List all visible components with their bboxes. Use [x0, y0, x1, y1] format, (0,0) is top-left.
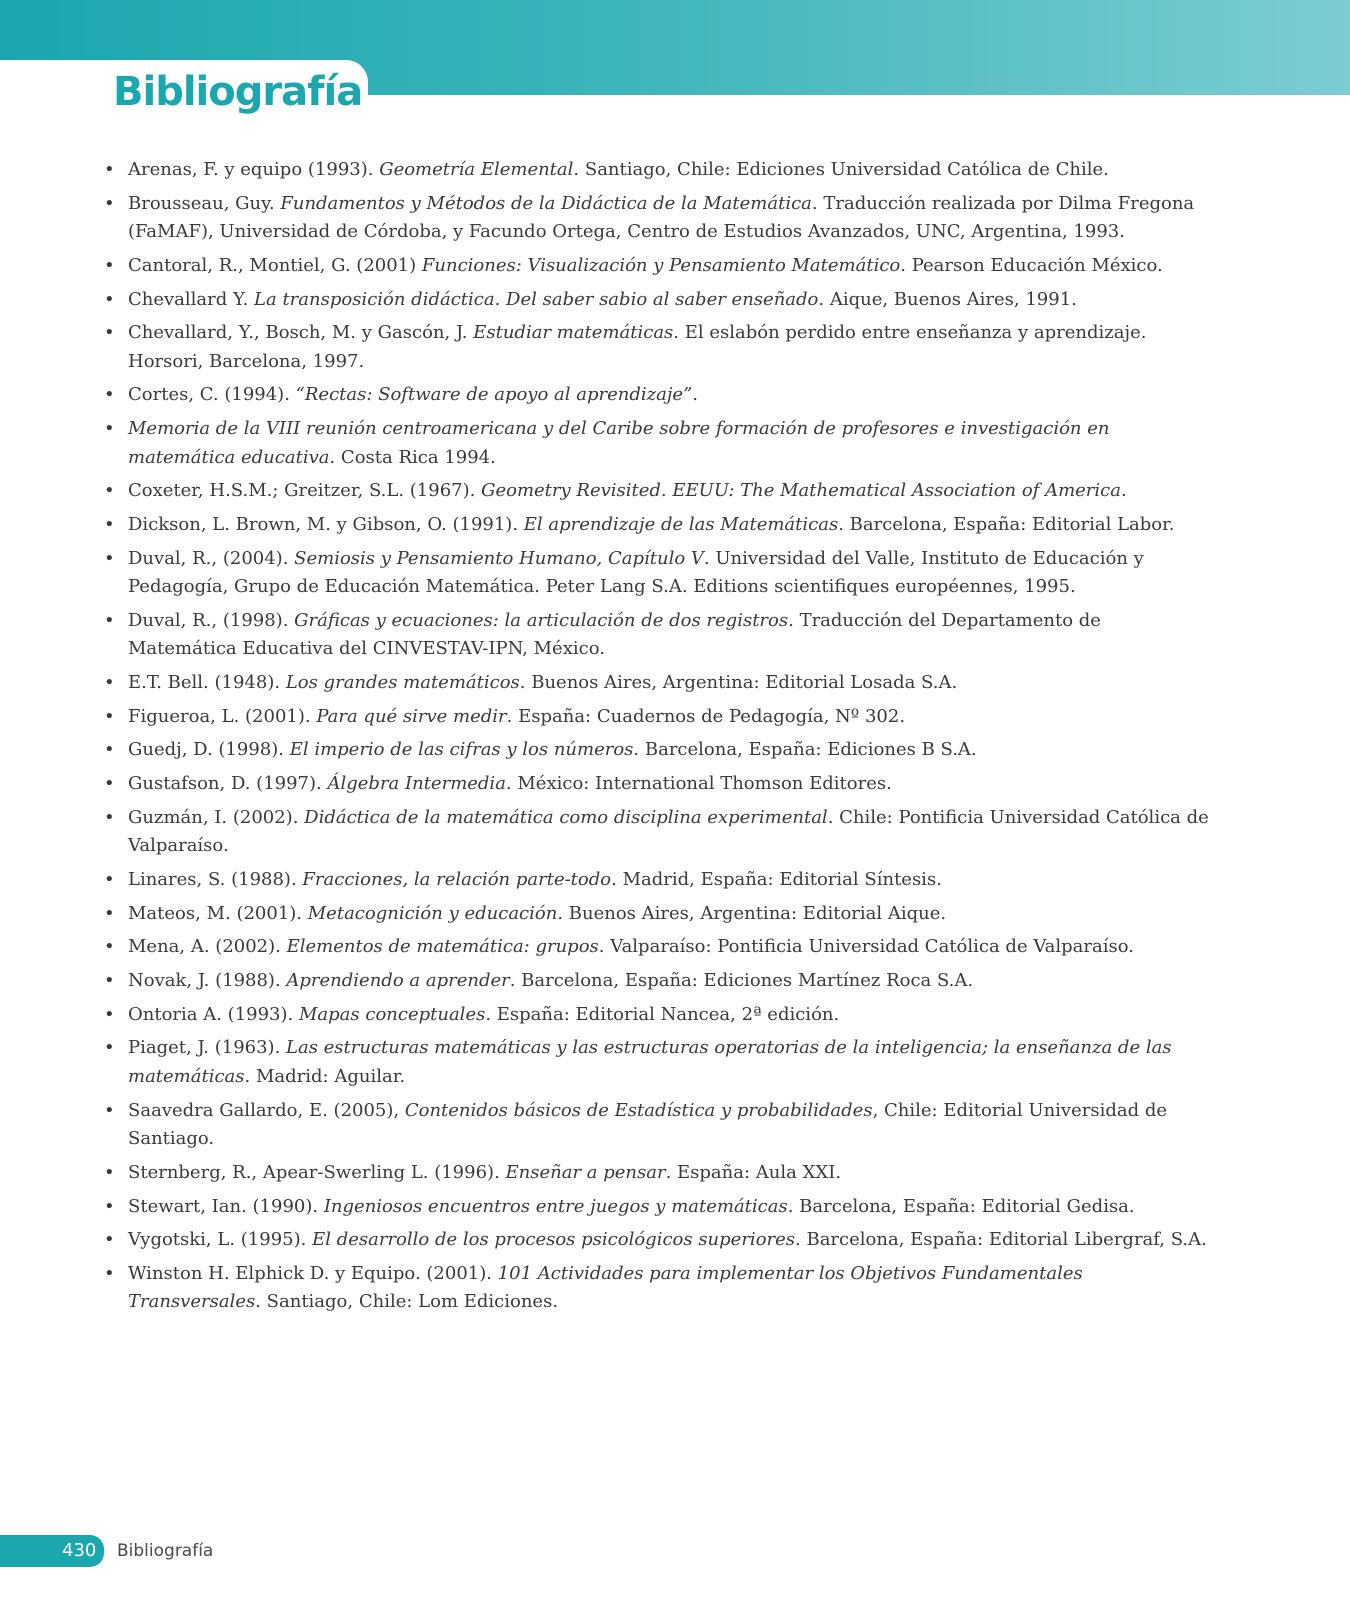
reference-item: [104, 900, 1214, 929]
bullet-icon: •: [104, 1262, 115, 1284]
reference-item: [104, 607, 1214, 664]
reference-details: . Aique, Buenos Aires, 1991.: [818, 288, 1077, 310]
bibliography-list: [104, 156, 1214, 1322]
reference-title: 101 Actividades para implementar los Objetivos Fundamentales Transversales: [128, 1262, 1083, 1313]
reference-item: [104, 1097, 1214, 1154]
reference-details: . Chile: Pontificia Universidad Católica de Valparaíso.: [128, 806, 1209, 857]
bullet-icon: •: [104, 970, 115, 992]
reference-details: . España: Cuadernos de Pedagogía, Nº 302.: [506, 705, 906, 727]
reference-details: . Costa Rica 1994.: [329, 446, 496, 468]
reference-title: El aprendizaje de las Matemáticas: [523, 514, 839, 535]
bullet-icon: •: [104, 936, 115, 958]
reference-author: Cantoral, R., Montiel, G. (2001): [128, 254, 422, 276]
bullet-icon: •: [104, 322, 115, 344]
reference-item: [104, 933, 1214, 962]
reference-author: Mateos, M. (2001).: [128, 902, 308, 924]
reference-title: Memoria de la VIII reunión centroamericana y del Caribe sobre formación de profesores e investigación en matemática educativa: [128, 418, 1110, 468]
bullet-icon: •: [104, 773, 115, 795]
reference-title: Álgebra Intermedia: [327, 773, 506, 795]
reference-author: Coxeter, H.S.M.; Greitzer, S.L. (1967).: [128, 480, 482, 502]
page-number: 430: [62, 1540, 97, 1561]
reference-author: Saavedra Gallardo, E. (2005),: [128, 1099, 405, 1121]
page-title: Bibliografía: [113, 69, 363, 115]
footer-section-label: Bibliografía: [117, 1541, 214, 1561]
reference-author: Guzmán, I. (2002).: [128, 806, 305, 828]
reference-details: . El eslabón perdido entre enseñanza y aprendizaje. Horsori, Barcelona, 1997.: [128, 322, 1147, 372]
reference-title: Ingeniosos encuentros entre juegos y matemáticas: [323, 1195, 788, 1217]
reference-title: Elementos de matemática: grupos: [286, 936, 599, 958]
reference-author: Piaget, J. (1963).: [128, 1037, 287, 1059]
reference-title: Fundamentos y Métodos de la Didáctica de la Matemática: [280, 192, 812, 214]
reference-title: Para qué sirve medir: [316, 705, 507, 727]
reference-title: La transposición didáctica. Del saber sabio al saber enseñado: [254, 288, 819, 310]
reference-author: Brousseau, Guy.: [128, 192, 281, 214]
reference-title: Aprendiendo a aprender: [286, 970, 510, 992]
reference-author: Guedj, D. (1998).: [128, 739, 290, 761]
reference-details: . España: Aula XXI.: [665, 1161, 842, 1183]
reference-author: Sternberg, R., Apear-Swerling L. (1996).: [128, 1161, 506, 1183]
reference-details: . Santiago, Chile: Ediciones Universidad Católica de Chile.: [573, 159, 1109, 180]
reference-title: Didáctica de la matemática como disciplina experimental: [304, 806, 828, 828]
reference-item: [104, 736, 1214, 765]
bullet-icon: •: [104, 192, 115, 214]
reference-details: . Valparaíso: Pontificia Universidad Católica de Valparaíso.: [598, 936, 1134, 958]
reference-details: . Barcelona, España: Ediciones Martínez Roca S.A.: [509, 970, 974, 992]
reference-item: [104, 669, 1214, 698]
reference-title: Metacognición y educación: [307, 902, 558, 924]
bullet-icon: •: [104, 672, 115, 694]
bullet-icon: •: [104, 384, 115, 406]
bullet-icon: •: [104, 514, 115, 535]
reference-author: Figueroa, L. (2001).: [128, 705, 317, 727]
reference-title: Gráficas y ecuaciones: la articulación de dos registros: [294, 609, 789, 631]
reference-item: [104, 1193, 1214, 1222]
reference-item: [104, 1226, 1214, 1255]
reference-details: . México: International Thomson Editores.: [505, 773, 892, 795]
reference-author: Chevallard Y.: [128, 288, 255, 310]
reference-title: Geometría Elemental: [379, 159, 574, 180]
reference-title: Geometry Revisited. EEUU: The Mathematical Association of America: [481, 480, 1121, 502]
bullet-icon: •: [104, 1161, 115, 1183]
reference-item: [104, 1260, 1214, 1317]
reference-title: Los grandes matemáticos: [285, 672, 520, 694]
reference-item: [104, 190, 1214, 247]
reference-details: . Santiago, Chile: Lom Ediciones.: [255, 1291, 559, 1313]
reference-author: Duval, R., (1998).: [128, 609, 295, 631]
reference-author: Duval, R., (2004).: [128, 547, 295, 569]
bullet-icon: •: [104, 254, 115, 276]
reference-title: Mapas conceptuales: [298, 1003, 486, 1025]
reference-author: Mena, A. (2002).: [128, 936, 287, 958]
reference-details: . Barcelona, España: Editorial Labor.: [838, 514, 1175, 535]
bullet-icon: •: [104, 1195, 115, 1217]
reference-item: [104, 545, 1214, 602]
reference-author: Cortes, C. (1994).: [128, 384, 296, 406]
reference-author: Arenas, F. y equipo (1993).: [128, 159, 380, 180]
bullet-icon: •: [104, 806, 115, 828]
reference-details: . España: Editorial Nancea, 2ª edición.: [485, 1003, 840, 1025]
reference-details: , Chile: Editorial Universidad de Santiago.: [128, 1099, 1168, 1150]
reference-title: Semiosis y Pensamiento Humano, Capítulo V: [294, 547, 704, 569]
reference-author: Gustafson, D. (1997).: [128, 773, 328, 795]
reference-item: [104, 1034, 1214, 1091]
bullet-icon: •: [104, 1229, 115, 1251]
reference-item: [104, 252, 1214, 281]
reference-details: . Buenos Aires, Argentina: Editorial Aique.: [557, 902, 947, 924]
reference-details: . Pearson Educación México.: [900, 254, 1163, 276]
reference-item: [104, 477, 1214, 506]
reference-author: Novak, J. (1988).: [128, 970, 287, 992]
reference-details: . Madrid: Aguilar.: [244, 1065, 406, 1087]
bullet-icon: •: [104, 288, 115, 310]
bullet-icon: •: [104, 705, 115, 727]
reference-title: Las estructuras matemáticas y las estructuras operatorias de la inteligencia; la enseñanza de las matemáticas: [128, 1037, 1172, 1087]
bullet-icon: •: [104, 547, 115, 569]
reference-details: .: [1120, 480, 1127, 502]
bullet-icon: •: [104, 902, 115, 924]
reference-title: “Rectas: Software de apoyo al aprendizaje”: [295, 384, 693, 406]
reference-author: Chevallard, Y., Bosch, M. y Gascón, J.: [128, 322, 474, 344]
bullet-icon: •: [104, 480, 115, 502]
reference-title: Fracciones, la relación parte-todo: [302, 869, 612, 890]
reference-title: El imperio de las cifras y los números: [289, 739, 634, 761]
reference-details: . Madrid, España: Editorial Síntesis.: [611, 869, 942, 890]
reference-details: . Buenos Aires, Argentina: Editorial Losada S.A.: [519, 672, 958, 694]
bullet-icon: •: [104, 418, 115, 440]
reference-details: . Barcelona, España: Editorial Gedisa.: [787, 1195, 1135, 1217]
reference-item: [104, 511, 1214, 540]
bullet-icon: •: [104, 1003, 115, 1025]
reference-details: . Traducción del Departamento de Matemática Educativa del CINVESTAV-IPN, México.: [128, 609, 1101, 660]
bullet-icon: •: [104, 609, 115, 631]
reference-item: [104, 1001, 1214, 1030]
reference-title: Enseñar a pensar: [505, 1161, 666, 1183]
reference-details: . Barcelona, España: Editorial Libergraf, S.A.: [795, 1229, 1207, 1251]
reference-author: Linares, S. (1988).: [128, 869, 303, 890]
reference-item: [104, 866, 1214, 895]
reference-item: [104, 319, 1214, 376]
reference-author: Winston H. Elphick D. y Equipo. (2001).: [128, 1262, 498, 1284]
reference-item: [104, 286, 1214, 315]
reference-author: Vygotski, L. (1995).: [128, 1229, 313, 1251]
reference-details: . Barcelona, España: Ediciones B S.A.: [633, 739, 977, 761]
reference-title: Estudiar matemáticas: [473, 322, 674, 344]
reference-item: [104, 156, 1214, 185]
bullet-icon: •: [104, 1099, 115, 1121]
bullet-icon: •: [104, 159, 115, 180]
reference-item: [104, 381, 1214, 410]
reference-item: [104, 804, 1214, 861]
reference-item: [104, 770, 1214, 799]
bullet-icon: •: [104, 739, 115, 761]
reference-details: . Universidad del Valle, Instituto de Educación y Pedagogía, Grupo de Educación Matemática. Peter Lang S.A. Editions scientifiques européennes, 1995.: [128, 547, 1144, 598]
reference-details: .: [692, 384, 699, 406]
bullet-icon: •: [104, 1037, 115, 1059]
reference-details: . Traducción realizada por Dilma Fregona (FaMAF), Universidad de Córdoba, y Facundo Ortega, Centro de Estudios Avanzados, UNC, Argentina, 1993.: [128, 192, 1195, 243]
reference-item: [104, 1159, 1214, 1188]
reference-item: [104, 967, 1214, 996]
reference-author: Stewart, Ian. (1990).: [128, 1195, 324, 1217]
reference-title: Funciones: Visualización y Pensamiento Matemático: [421, 254, 901, 276]
reference-author: E.T. Bell. (1948).: [128, 672, 286, 694]
reference-item: [104, 703, 1214, 732]
reference-author: Dickson, L. Brown, M. y Gibson, O. (1991).: [128, 514, 524, 535]
reference-item: [104, 415, 1214, 472]
reference-author: Ontoria A. (1993).: [128, 1003, 299, 1025]
reference-title: Contenidos básicos de Estadística y probabilidades: [404, 1099, 873, 1121]
reference-title: El desarrollo de los procesos psicológicos superiores: [312, 1229, 796, 1251]
bullet-icon: •: [104, 869, 115, 890]
